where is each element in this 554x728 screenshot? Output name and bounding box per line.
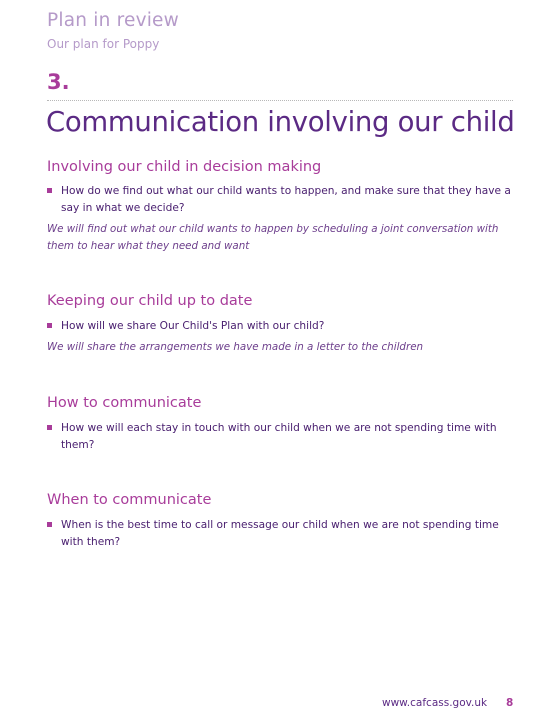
question-text: How will we share Our Child's Plan with our child?	[61, 320, 325, 332]
dotted-divider	[47, 100, 513, 101]
answer-decision-making: We will find out what our child wants to happen by scheduling a joint conversation with them to hear what they need and want	[47, 223, 499, 252]
question-text: When is the best time to call or message our child when we are not spending time with them?	[61, 519, 499, 548]
page-number: 8	[506, 697, 514, 709]
question-how-to-communicate	[47, 420, 517, 454]
answer-up-to-date: We will share the arrangements we have made in a letter to the children	[47, 341, 424, 353]
question-decision-making	[47, 183, 517, 217]
section-number: 3.	[47, 70, 70, 94]
bullet-icon	[47, 323, 52, 328]
subsection-heading-when-to-communicate: When to communicate	[47, 492, 212, 508]
subsection-heading-decision-making: Involving our child in decision making	[47, 159, 322, 175]
question-text: How we will each stay in touch with our child when we are not spending time with them?	[61, 422, 497, 451]
bullet-icon	[47, 188, 52, 193]
bullet-icon	[47, 522, 52, 527]
question-when-to-communicate	[47, 517, 517, 551]
question-text: How do we find out what our child wants to happen, and make sure that they have a say in what we decide?	[61, 185, 511, 214]
question-up-to-date	[47, 318, 517, 335]
subsection-heading-up-to-date: Keeping our child up to date	[47, 293, 253, 309]
section-title: Communication involving our child	[46, 106, 515, 138]
bullet-icon	[47, 425, 52, 430]
document-title: Plan in review	[47, 10, 179, 31]
document-subtitle: Our plan for Poppy	[47, 37, 160, 51]
footer-website-link[interactable]: www.cafcass.gov.uk	[382, 697, 488, 709]
subsection-heading-how-to-communicate: How to communicate	[47, 395, 202, 411]
